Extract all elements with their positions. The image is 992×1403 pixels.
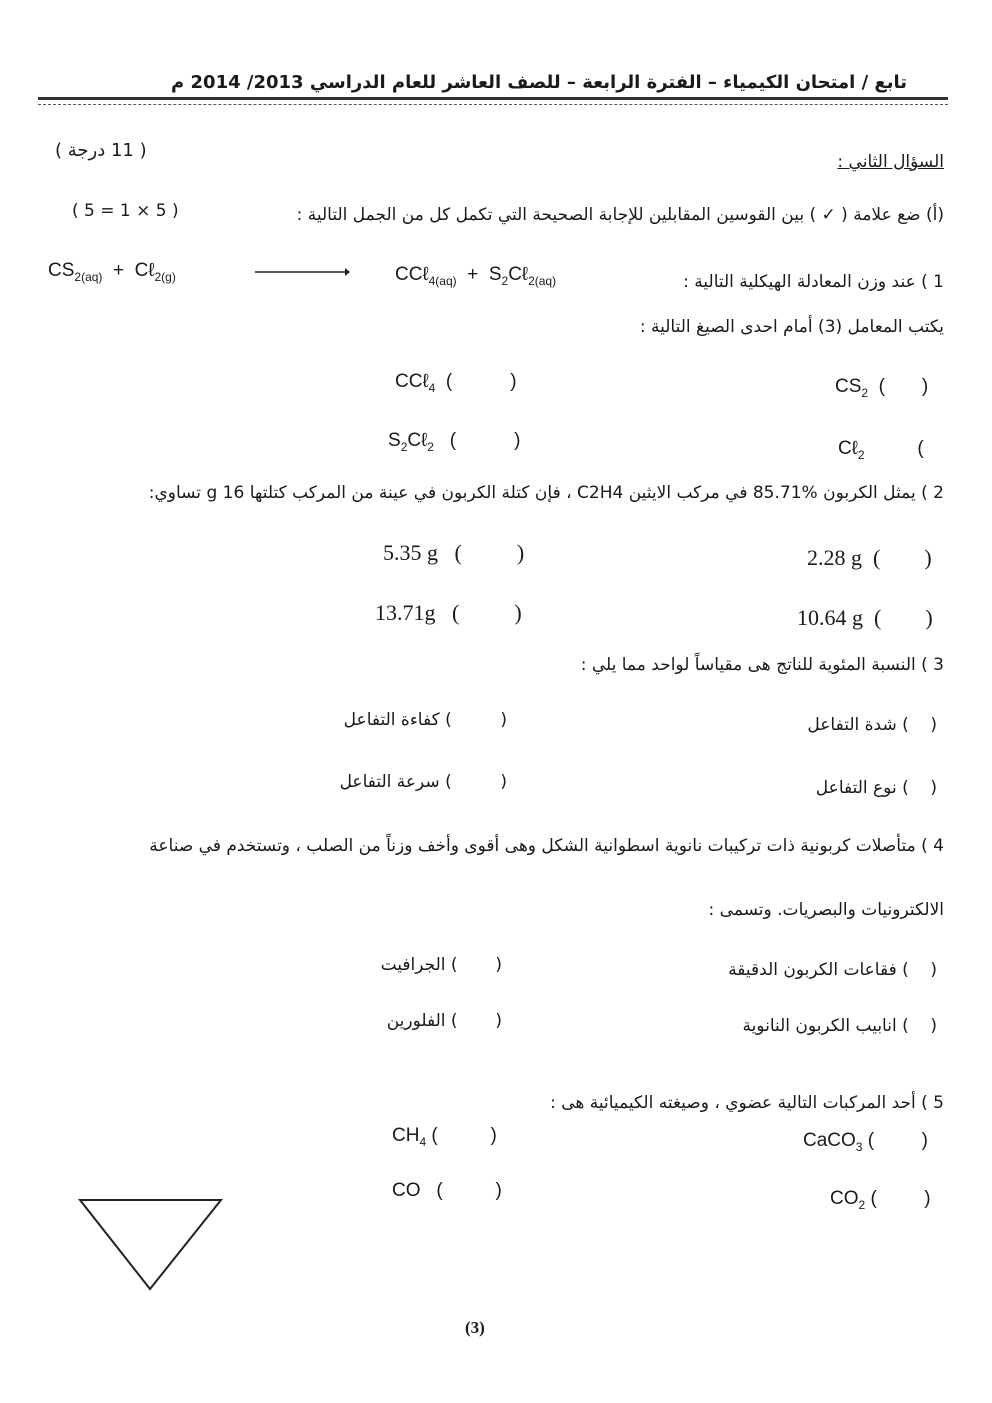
q4-option-3[interactable]: ( ) انابيب الكربون النانوية bbox=[742, 1016, 937, 1036]
q1-option-s2cl2[interactable]: $S_2C\ell_2$ ( ) bbox=[388, 430, 521, 454]
q4-option-4-label: الفلورين bbox=[386, 1011, 446, 1031]
q4-option-4[interactable]: ( ) الفلورين bbox=[386, 1011, 502, 1031]
q2-option-4[interactable]: 13.71g ( ) bbox=[375, 600, 522, 625]
q1-option-cl2[interactable]: Cℓ$_2$ ( bbox=[838, 438, 924, 462]
q3-option-4[interactable]: ( ) سرعة التفاعل bbox=[339, 772, 507, 792]
q3-option-2-label: كفاءة التفاعل bbox=[343, 710, 440, 730]
q4-line2: الالكترونيات والبصريات. وتسمى : bbox=[708, 900, 944, 920]
page-number: (3) bbox=[465, 1318, 485, 1337]
q2-option-3[interactable]: 10.64 g ( ) bbox=[797, 605, 933, 630]
q3-option-1[interactable]: ( ) شدة التفاعل bbox=[807, 715, 937, 735]
q5-option-ch4[interactable]: $CH_4$ ( ) bbox=[392, 1125, 497, 1149]
q2-text: 2 ) يمثل الكربون %85.71 في مركب الايثين C2H4 ، فإن كتلة الكربون في عينة من المركب كتلتها 16 g تساوي: bbox=[148, 483, 944, 503]
part-a-marks: ( 5 = 1 × 5 ) bbox=[72, 201, 179, 221]
q3-option-3-label: نوع التفاعل bbox=[815, 778, 897, 798]
part-a-instruction: (أ) ضع علامة ( ✓ ) بين القوسين المقابلين للإجابة الصحيحة التي تكمل كل من الجمل التالية : bbox=[296, 205, 944, 225]
q4-option-3-label: انابيب الكربون النانوية bbox=[742, 1016, 897, 1036]
question-title: السؤال الثاني : bbox=[837, 152, 944, 172]
equation-reactants: $CS_{2(aq)}$ + Cℓ$_{2(g)}$ bbox=[48, 260, 176, 284]
q4-option-1-label: فقاعات الكربون الدقيقة bbox=[728, 960, 897, 980]
header-rule bbox=[38, 97, 948, 100]
q2-option-1[interactable]: 2.28 g ( ) bbox=[807, 545, 932, 570]
q1-option-ccl4[interactable]: CCℓ$_4$ ( ) bbox=[395, 371, 517, 395]
q3-option-4-label: سرعة التفاعل bbox=[339, 772, 440, 792]
triangle-icon bbox=[78, 1198, 224, 1292]
q3-text: 3 ) النسبة المئوية للناتج هى مقياساً لواحد مما يلي : bbox=[580, 655, 944, 675]
equation-products: CCℓ$_{4(aq)}$ + $S_2C\ell_{2(aq)}$ bbox=[395, 264, 557, 288]
reaction-arrow bbox=[255, 266, 350, 278]
q4-option-1[interactable]: ( ) فقاعات الكربون الدقيقة bbox=[728, 960, 937, 980]
q3-option-3[interactable]: ( ) نوع التفاعل bbox=[815, 778, 937, 798]
header-rule-dashed bbox=[38, 104, 948, 105]
q4-option-2-label: الجرافيت bbox=[380, 955, 446, 975]
score-label: ( 11 درجة ) bbox=[55, 140, 147, 161]
q1-line2: يكتب المعامل (3) أمام احدى الصيغ التالية : bbox=[639, 317, 944, 337]
q5-option-co[interactable]: CO ( ) bbox=[392, 1180, 502, 1201]
q4-line1: 4 ) متأصلات كربونية ذات تركيبات نانوية اسطوانية الشكل وهى أقوى وأخف وزناً من الصلب ، وتستخدم في صناعة bbox=[149, 836, 944, 856]
q5-text: 5 ) أحد المركبات التالية عضوي ، وصيغته الكيميائية هى : bbox=[550, 1093, 944, 1113]
q3-option-1-label: شدة التفاعل bbox=[807, 715, 897, 735]
q3-option-2[interactable]: ( ) كفاءة التفاعل bbox=[343, 710, 507, 730]
q5-option-co2[interactable]: $CO_2$ ( ) bbox=[830, 1188, 931, 1212]
page-header-title: تابع / امتحان الكيمياء – الفترة الرابعة – للصف العاشر للعام الدراسي 2013/ 2014 م bbox=[171, 72, 907, 93]
q5-option-caco3[interactable]: CaCO$_3$ ( ) bbox=[803, 1130, 928, 1154]
q1-prefix: 1 ) عند وزن المعادلة الهيكلية التالية : bbox=[683, 272, 944, 292]
q1-option-cs2[interactable]: $CS_2$ ( ) bbox=[835, 376, 929, 400]
q4-option-2[interactable]: ( ) الجرافيت bbox=[380, 955, 502, 975]
q2-option-2[interactable]: 5.35 g ( ) bbox=[383, 540, 525, 565]
